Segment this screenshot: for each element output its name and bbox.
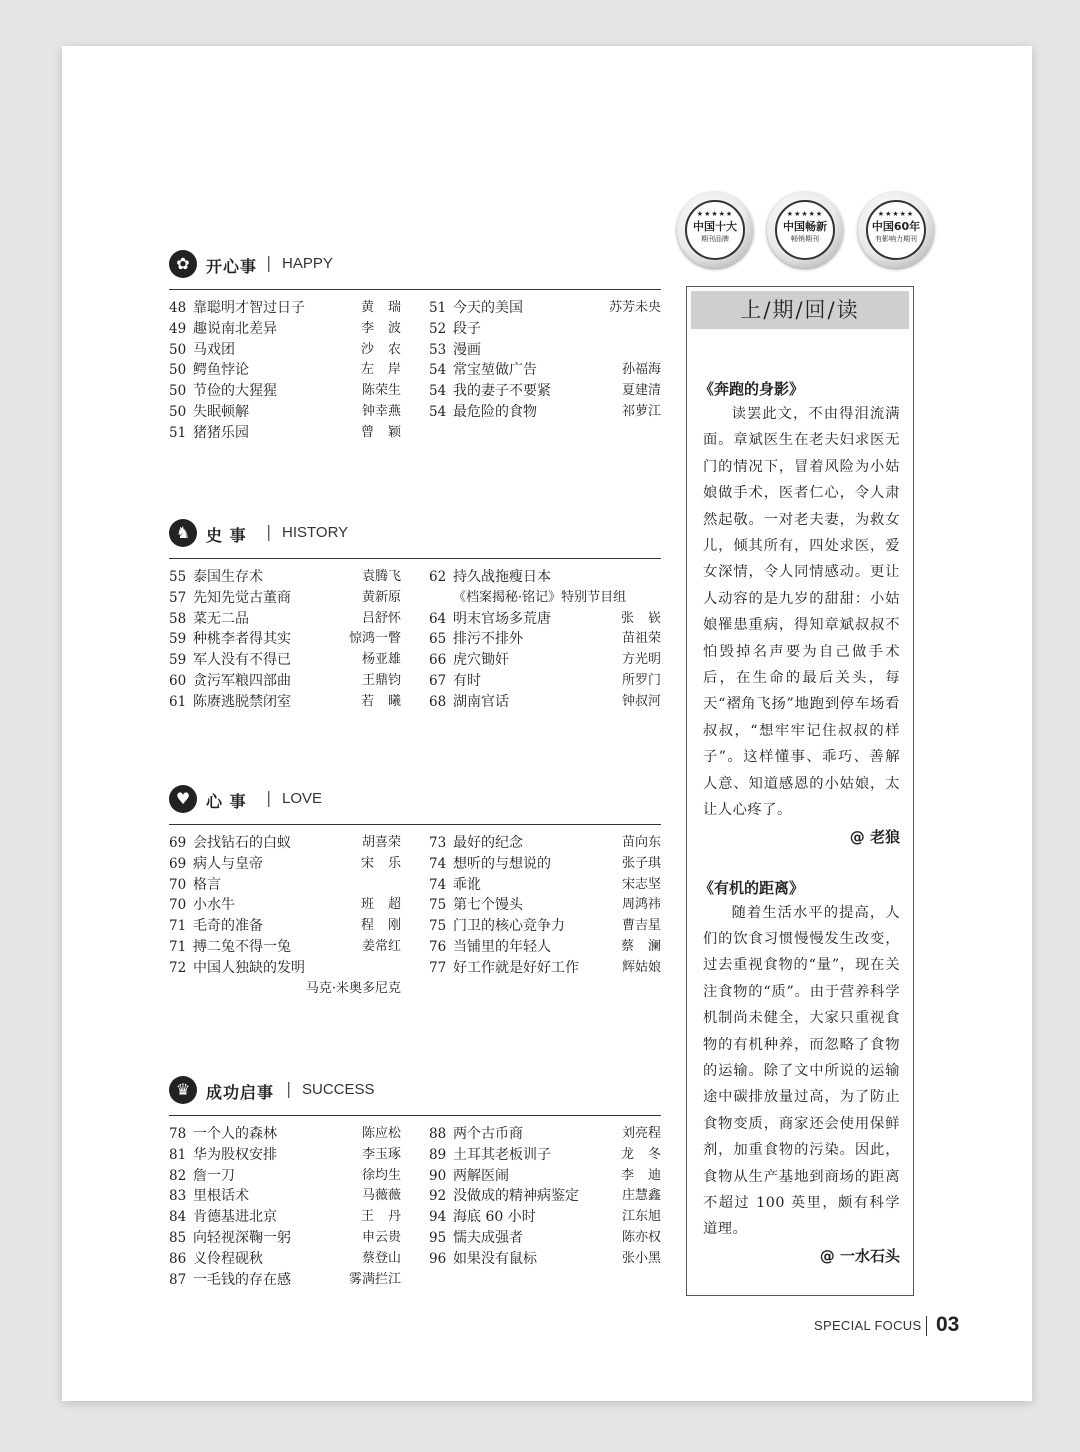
section-rule — [169, 558, 661, 559]
toc-entry[interactable] — [429, 402, 661, 423]
toc-article-title: 想听的与想说的 — [453, 855, 551, 872]
toc-author: 张嵚 — [620, 610, 675, 626]
toc-entry[interactable] — [169, 833, 401, 854]
toc-author: 左岸 — [360, 362, 415, 378]
toc-page-number: 65 — [429, 631, 447, 648]
toc-article-title: 中国人独缺的发明 — [193, 959, 305, 976]
badge-subtitle: 畅销期刊 — [791, 235, 819, 243]
toc-column-right — [429, 567, 675, 713]
toc-page-number: 88 — [429, 1126, 447, 1142]
section-header — [169, 519, 661, 549]
badge-stars: ★★★★★ — [696, 210, 734, 218]
toc-article-title: 失眠顿解 — [193, 403, 249, 420]
toc-page-number: 71 — [169, 918, 187, 935]
section-title-separator: | — [266, 788, 272, 807]
toc-page-number: 90 — [429, 1167, 447, 1184]
previous-issue-review-box — [686, 286, 914, 1296]
section-title-separator: | — [266, 522, 272, 541]
toc-author: 杨亚雄 — [361, 652, 401, 668]
toc-author: 徐均生 — [361, 1167, 401, 1183]
toc-article-title: 最好的纪念 — [453, 835, 523, 851]
toc-article-title: 节俭的大猩猩 — [193, 383, 277, 400]
toc-entry[interactable] — [429, 1207, 661, 1228]
page-number: 03 — [936, 1313, 960, 1336]
toc-entry[interactable] — [429, 319, 661, 340]
toc-article-title: 没做成的精神病鉴定 — [453, 1188, 579, 1205]
toc-page-number: 86 — [169, 1250, 187, 1267]
toc-entry[interactable] — [429, 360, 661, 381]
section-header — [169, 785, 661, 815]
toc-article-title: 毛奇的准备 — [193, 918, 263, 935]
toc-entry[interactable] — [169, 671, 401, 692]
toc-page-number: 83 — [169, 1188, 187, 1205]
toc-entry[interactable] — [429, 381, 661, 402]
toc-author: 吕舒怀 — [361, 610, 401, 626]
toc-page-number: 54 — [429, 362, 447, 379]
section-happy — [169, 250, 661, 441]
toc-page-number: 48 — [169, 300, 187, 316]
toc-author: 周鸿祎 — [621, 897, 661, 913]
toc-entry[interactable] — [169, 692, 415, 713]
toc-column-left — [169, 567, 415, 713]
review-body — [699, 377, 900, 1269]
toc-article-title: 马戏团 — [193, 341, 235, 358]
toc-entry[interactable] — [169, 895, 415, 916]
section-title: 史 事 — [206, 526, 247, 545]
toc-article-title: 病人与皇帝 — [193, 855, 263, 872]
toc-entry[interactable] — [169, 298, 415, 319]
section-love — [169, 785, 675, 996]
toc-entry[interactable] — [429, 298, 661, 319]
toc-page-number: 77 — [429, 959, 447, 976]
badge-subtitle: 期刊品牌 — [701, 235, 729, 243]
toc-entry[interactable] — [169, 1166, 401, 1187]
toc-column-right — [429, 1124, 675, 1270]
toc-author: 胡喜荣 — [361, 835, 401, 850]
toc-article-title: 有时 — [453, 672, 481, 689]
toc-author: 李玉琢 — [361, 1146, 401, 1162]
toc-author: 李迪 — [620, 1167, 675, 1183]
badge-title: 中国60年 — [871, 220, 921, 233]
section-icon: ♥ — [169, 785, 197, 813]
section-title-separator: | — [266, 253, 272, 272]
toc-author: 龙冬 — [620, 1146, 675, 1162]
toc-author: 江东旭 — [621, 1209, 661, 1225]
toc-page-number: 72 — [169, 959, 187, 976]
toc-article-title: 会找钻石的白蚁 — [193, 835, 291, 851]
toc-author: 方光明 — [621, 652, 661, 668]
toc-article-title: 我的妻子不要紧 — [453, 383, 551, 400]
toc-page-number: 69 — [169, 835, 187, 851]
toc-article-title: 持久战拖瘦日本 — [453, 569, 551, 585]
toc-article-title: 贪污军粮四部曲 — [193, 672, 291, 689]
toc-article-title: 明末官场多荒唐 — [453, 610, 551, 627]
toc-author: 张小黑 — [621, 1250, 661, 1266]
toc-page-number: 94 — [429, 1209, 447, 1226]
toc-author: 黄新原 — [361, 589, 401, 605]
toc-article-title: 两个古币商 — [453, 1126, 523, 1142]
toc-entry[interactable] — [429, 567, 661, 588]
toc-entry[interactable] — [169, 609, 401, 630]
toc-entry[interactable] — [169, 1270, 401, 1291]
toc-article-title: 一毛钱的存在感 — [193, 1271, 291, 1288]
toc-article-title: 鳄鱼悖论 — [193, 362, 249, 379]
toc-author: 若曦 — [360, 693, 415, 709]
toc-entry[interactable] — [429, 588, 661, 609]
award-badge-1 — [677, 192, 753, 268]
toc-entry[interactable] — [169, 958, 401, 979]
toc-article-title: 海底 60 小时 — [453, 1209, 536, 1226]
toc-page-number: 52 — [429, 320, 447, 337]
section-icon: ♛ — [169, 1076, 197, 1104]
toc-entry[interactable] — [429, 1145, 675, 1166]
toc-entry[interactable] — [169, 979, 401, 1000]
award-badges — [677, 192, 937, 272]
toc-article-title: 今天的美国 — [453, 300, 523, 316]
review-heading: 上/期/回/读 — [691, 291, 909, 329]
toc-page-number: 68 — [429, 693, 447, 710]
toc-article-title: 第七个馒头 — [453, 897, 523, 914]
toc-column-left — [169, 833, 415, 999]
badge-title: 中国畅新 — [783, 220, 827, 233]
toc-entry[interactable] — [169, 916, 415, 937]
toc-entry[interactable] — [429, 1249, 661, 1270]
award-badge-3 — [858, 192, 934, 268]
toc-entry[interactable] — [169, 402, 401, 423]
toc-author: 所罗门 — [621, 672, 661, 688]
toc-article-title: 两解医闹 — [453, 1167, 509, 1184]
toc-author: 陈亦权 — [621, 1229, 661, 1245]
toc-author: 李波 — [360, 320, 415, 336]
toc-author: 钟幸燕 — [361, 403, 401, 419]
toc-article-title: 詹一刀 — [193, 1167, 235, 1184]
toc-entry[interactable] — [169, 319, 415, 340]
toc-article-title: 一个人的森林 — [193, 1126, 277, 1142]
toc-author: 王鼎钧 — [361, 672, 401, 688]
toc-author: 陈荣生 — [361, 383, 401, 399]
toc-page-number: 49 — [169, 320, 187, 337]
section-title-separator: | — [286, 1079, 292, 1098]
section-title: 开心事 — [206, 257, 258, 276]
toc-author: 马薇薇 — [361, 1188, 401, 1204]
toc-entry[interactable] — [169, 1228, 401, 1249]
toc-entry[interactable] — [169, 381, 401, 402]
toc-article-title: 最危险的食物 — [453, 403, 537, 420]
toc-entry[interactable] — [429, 1228, 661, 1249]
toc-page-number: 78 — [169, 1126, 187, 1142]
toc-article-title: 排污不排外 — [453, 631, 523, 648]
toc-article-title: 军人没有不得已 — [193, 652, 291, 669]
toc-page-number: 50 — [169, 341, 187, 358]
toc-author: 陈应松 — [361, 1126, 401, 1141]
toc-entry[interactable] — [429, 671, 661, 692]
toc-article-title: 虎穴锄奸 — [453, 652, 509, 669]
toc-entry[interactable] — [429, 1124, 661, 1145]
toc-article-title: 段子 — [453, 320, 481, 337]
toc-article-title: 好工作就是好好工作 — [453, 959, 579, 976]
badge-subtitle: 有影响力期刊 — [875, 235, 917, 243]
toc-article-title: 常宝堃做广告 — [453, 362, 537, 379]
toc-author: 刘亮程 — [621, 1126, 661, 1141]
toc-page-number: 50 — [169, 383, 187, 400]
toc-author: 蔡登山 — [361, 1250, 401, 1266]
toc-page-number: 74 — [429, 876, 447, 893]
toc-author: 姜常红 — [361, 938, 401, 954]
toc-column-left — [169, 1124, 415, 1290]
toc-entry[interactable] — [429, 958, 661, 979]
section-english-title: LOVE — [282, 790, 323, 807]
section-history — [169, 519, 675, 710]
toc-entry[interactable] — [429, 609, 675, 630]
review-item-signature: @ 一水石头 — [819, 1246, 900, 1265]
toc-entry[interactable] — [169, 360, 415, 381]
toc-page-number: 75 — [429, 897, 447, 914]
toc-entry[interactable] — [169, 1186, 401, 1207]
toc-page-number: 70 — [169, 897, 187, 914]
toc-entry[interactable] — [169, 875, 401, 896]
toc-entry[interactable] — [429, 692, 661, 713]
toc-entry[interactable] — [429, 340, 661, 361]
toc-author: 钟叔河 — [621, 693, 661, 709]
toc-page-number: 89 — [429, 1146, 447, 1163]
toc-article-title: 小水牛 — [193, 897, 235, 914]
toc-page-number: 51 — [169, 424, 187, 441]
toc-page-number: 60 — [169, 672, 187, 689]
toc-entry[interactable] — [429, 1166, 675, 1187]
toc-page-number: 85 — [169, 1229, 187, 1246]
review-item-text: 随着生活水平的提高，人们的饮食习惯慢慢发生改变，过去重视食物的“量”，现在关注食物的“质”。由于营养科学机制尚未健全，大家只重视食物的有机种养，而忽略了食物的运输。除了文中所说的运输途中碳排放量过高，为了防止食物变质，商家还会使用保鲜剂，加重食物的污染。因此，食物从生产基地到商场的距离不超过 100 英里，颇有科学道理。 — [703, 904, 900, 1238]
toc-page-number: 59 — [169, 652, 187, 669]
toc-author: 孙福海 — [621, 362, 661, 378]
section-icon: ♞ — [169, 519, 197, 547]
toc-article-title: 种桃李者得其实 — [193, 631, 291, 648]
toc-page-number: 71 — [169, 938, 187, 955]
toc-article-title: 土耳其老板训子 — [453, 1146, 551, 1163]
toc-entry[interactable] — [169, 1249, 401, 1270]
toc-page-number: 69 — [169, 855, 187, 872]
toc-author: 辉姑娘 — [621, 959, 661, 975]
toc-entry[interactable] — [169, 854, 415, 875]
toc-article-title: 搏二兔不得一兔 — [193, 938, 291, 955]
review-item-title: 《奔跑的身影》 — [699, 380, 805, 398]
toc-page-number: 96 — [429, 1250, 447, 1267]
toc-article-title: 华为股权安排 — [193, 1146, 277, 1163]
toc-article-title: 肯德基进北京 — [193, 1209, 277, 1226]
toc-article-title: 格言 — [193, 876, 221, 893]
toc-article-title: 义伶程砚秋 — [193, 1250, 263, 1267]
toc-author: 惊鸿一瞥 — [348, 631, 401, 647]
toc-author: 班超 — [360, 897, 415, 913]
toc-article-title: 当铺里的年轻人 — [453, 938, 551, 955]
section-header — [169, 1076, 661, 1106]
section-title: 成功启事 — [206, 1083, 275, 1102]
toc-page-number: 50 — [169, 403, 187, 420]
toc-article-title: 猪猪乐园 — [193, 424, 249, 441]
toc-page-number: 81 — [169, 1146, 187, 1163]
toc-entry[interactable] — [429, 833, 661, 854]
review-item-signature: @ 老狼 — [849, 827, 900, 846]
toc-article-title: 懦夫成强者 — [453, 1229, 523, 1246]
toc-page-number: 66 — [429, 652, 447, 669]
toc-entry[interactable] — [169, 1207, 415, 1228]
toc-article-title: 先知先觉古董商 — [193, 589, 291, 606]
toc-entry[interactable] — [169, 1124, 401, 1145]
toc-page-number: 75 — [429, 918, 447, 935]
toc-page-number: 53 — [429, 341, 447, 358]
toc-author: 庄慧鑫 — [621, 1188, 661, 1204]
toc-page-number: 64 — [429, 610, 447, 627]
toc-author: 苏芳未央 — [608, 300, 661, 315]
toc-entry[interactable] — [429, 854, 661, 875]
toc-article-title: 泰国生存术 — [193, 569, 263, 585]
section-header — [169, 250, 661, 280]
toc-page-number: 70 — [169, 876, 187, 893]
toc-entry[interactable] — [169, 1145, 401, 1166]
toc-page-number: 51 — [429, 300, 447, 316]
toc-page-number: 57 — [169, 589, 187, 606]
toc-author: 宋乐 — [360, 855, 415, 871]
toc-article-title: 漫画 — [453, 341, 481, 358]
toc-entry[interactable] — [169, 937, 401, 958]
toc-author: 程刚 — [360, 918, 415, 934]
toc-author: 张子琪 — [621, 855, 661, 871]
toc-author: 申云贵 — [361, 1229, 401, 1245]
review-item-text: 读罢此文，不由得泪流满面。章斌医生在老夫妇求医无门的情况下，冒着风险为小姑娘做手术，医者仁心，令人肃然起敬。一对老夫妻，为救女儿，倾其所有，四处求医，爱女深情，令人同情感动。更让人动容的是九岁的甜甜：小姑娘罹患重病，得知章斌叔叔不怕毁掉名声要为自己做手术后，在生命的最后关头，每天“褶角飞扬”地跑到停车场看叔叔，“想牢牢记住叔叔的样子”。这样懂事、乖巧、善解人意、知道感恩的小姑娘，太让人心疼了。 — [703, 406, 900, 819]
toc-entry[interactable] — [169, 340, 415, 361]
section-rule — [169, 824, 661, 825]
section-icon: ✿ — [169, 250, 197, 278]
toc-author: 沙农 — [360, 341, 415, 357]
toc-column-right — [429, 298, 661, 423]
toc-entry[interactable] — [429, 629, 661, 650]
toc-page-number: 55 — [169, 569, 187, 585]
toc-page-number: 87 — [169, 1271, 187, 1288]
toc-article-title: 如果没有鼠标 — [453, 1250, 537, 1267]
toc-entry[interactable] — [169, 650, 401, 671]
toc-page-number: 74 — [429, 855, 447, 872]
toc-entry[interactable] — [429, 875, 661, 896]
toc-author: 袁腾飞 — [361, 569, 401, 584]
toc-entry[interactable] — [169, 423, 415, 444]
toc-page-number: 61 — [169, 693, 187, 710]
review-item — [699, 377, 900, 850]
badge-title: 中国十大 — [693, 220, 737, 233]
toc-entry[interactable] — [169, 567, 401, 588]
section-english-title: HAPPY — [282, 255, 333, 272]
toc-author: 苗祖荣 — [621, 631, 661, 647]
toc-entry[interactable] — [429, 916, 661, 937]
toc-author: 蔡澜 — [620, 938, 675, 954]
toc-author: 黄瑞 — [360, 300, 415, 315]
toc-article-title: 《档案揭秘·铭记》特别节目组 — [453, 589, 627, 605]
toc-author: 曾颖 — [360, 424, 415, 440]
footer-divider — [926, 1316, 927, 1336]
toc-article-title: 向轻视深鞠一躬 — [193, 1229, 291, 1246]
badge-stars: ★★★★★ — [786, 210, 824, 218]
toc-author: 雾满拦江 — [348, 1271, 401, 1287]
section-rule — [169, 289, 661, 290]
toc-page-number: 92 — [429, 1188, 447, 1205]
badge-stars: ★★★★★ — [877, 210, 915, 218]
toc-page-number: 67 — [429, 672, 447, 689]
toc-author: 曹吉星 — [621, 918, 661, 934]
toc-article-title: 趣说南北差异 — [193, 320, 277, 337]
toc-article-title: 门卫的核心竞争力 — [453, 918, 565, 935]
review-item-title: 《有机的距离》 — [699, 878, 805, 897]
toc-page-number: 62 — [429, 569, 447, 585]
toc-author: 马克·米奥多尼克 — [305, 980, 401, 996]
toc-author: 夏建清 — [621, 383, 661, 399]
award-badge-2 — [767, 192, 843, 268]
toc-article-title: 里根话术 — [193, 1188, 249, 1205]
toc-page-number: 58 — [169, 610, 187, 627]
toc-author: 苗向东 — [621, 835, 661, 850]
toc-article-title: 菜无二品 — [193, 610, 249, 627]
toc-article-title: 靠聪明才智过日子 — [193, 300, 305, 316]
toc-column-right — [429, 833, 675, 979]
section-rule — [169, 1115, 661, 1116]
footer-section-label: SPECIAL FOCUS — [814, 1318, 922, 1333]
toc-entry[interactable] — [169, 588, 401, 609]
section-title: 心 事 — [206, 792, 247, 811]
toc-entry[interactable] — [429, 895, 661, 916]
toc-column-left — [169, 298, 415, 444]
toc-page-number: 54 — [429, 403, 447, 420]
toc-author: 王丹 — [360, 1209, 415, 1225]
toc-page-number: 54 — [429, 383, 447, 400]
toc-page-number: 95 — [429, 1229, 447, 1246]
section-english-title: SUCCESS — [302, 1081, 375, 1098]
toc-author: 宋志坚 — [621, 876, 661, 892]
section-success — [169, 1076, 675, 1288]
toc-article-title: 乖讹 — [453, 876, 481, 893]
section-english-title: HISTORY — [282, 524, 349, 541]
review-item — [699, 876, 900, 1269]
toc-entry[interactable] — [429, 1186, 661, 1207]
toc-entry[interactable] — [169, 629, 401, 650]
toc-entry[interactable] — [429, 937, 675, 958]
toc-article-title: 湖南官话 — [453, 693, 509, 710]
toc-page-number: 50 — [169, 362, 187, 379]
toc-page-number: 59 — [169, 631, 187, 648]
toc-page-number: 73 — [429, 835, 447, 851]
toc-author: 祁萝江 — [621, 403, 661, 419]
toc-page-number: 84 — [169, 1209, 187, 1226]
toc-page-number: 76 — [429, 938, 447, 955]
toc-page-number: 82 — [169, 1167, 187, 1184]
toc-article-title: 陈赓逃脱禁闭室 — [193, 693, 291, 710]
toc-entry[interactable] — [429, 650, 661, 671]
